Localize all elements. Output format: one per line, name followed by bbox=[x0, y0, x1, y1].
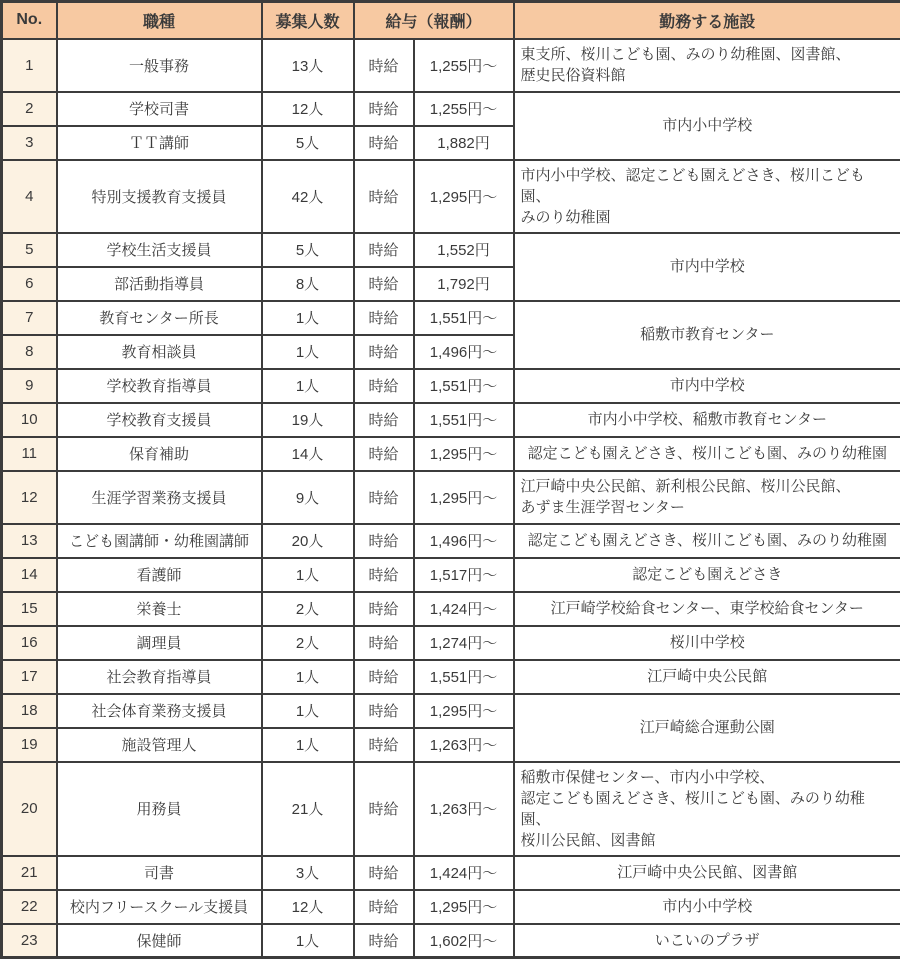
job-cell: 保健師 bbox=[57, 924, 262, 958]
job-cell: ＴＴ講師 bbox=[57, 126, 262, 160]
table-row bbox=[2, 160, 900, 233]
no-cell: 1 bbox=[2, 39, 57, 92]
facility-cell bbox=[514, 437, 900, 471]
facility-cell bbox=[514, 856, 900, 890]
table-header bbox=[2, 2, 900, 39]
no-cell: 11 bbox=[2, 437, 57, 471]
no-cell: 7 bbox=[2, 301, 57, 335]
facility-line: 認定こども園えどさき、桜川こども園、みのり幼稚園、 bbox=[521, 788, 895, 830]
amount-cell: 1,255円～ bbox=[414, 39, 514, 92]
paytype-cell: 時給 bbox=[354, 924, 414, 958]
no-cell: 20 bbox=[2, 762, 57, 856]
table-row bbox=[2, 694, 900, 728]
paytype-cell: 時給 bbox=[354, 39, 414, 92]
table-row bbox=[2, 924, 900, 958]
paytype-cell: 時給 bbox=[354, 233, 414, 267]
table-row bbox=[2, 524, 900, 558]
job-cell: 特別支援教育支援員 bbox=[57, 160, 262, 233]
count-cell: 8人 bbox=[262, 267, 354, 301]
facility-cell bbox=[514, 762, 900, 856]
count-cell: 3人 bbox=[262, 856, 354, 890]
facility-line: あずま生涯学習センター bbox=[521, 497, 895, 518]
facility-line: 江戸崎中央公民館 bbox=[515, 666, 900, 687]
facility-line: 江戸崎中央公民館、図書館 bbox=[515, 862, 900, 883]
amount-cell: 1,496円～ bbox=[414, 335, 514, 369]
count-cell: 21人 bbox=[262, 762, 354, 856]
count-cell: 5人 bbox=[262, 233, 354, 267]
count-cell: 1人 bbox=[262, 694, 354, 728]
job-cell: 調理員 bbox=[57, 626, 262, 660]
facility-cell bbox=[514, 160, 900, 233]
amount-cell: 1,551円～ bbox=[414, 403, 514, 437]
no-cell: 22 bbox=[2, 890, 57, 924]
table-row bbox=[2, 890, 900, 924]
count-cell: 5人 bbox=[262, 126, 354, 160]
job-cell: 部活動指導員 bbox=[57, 267, 262, 301]
facility-cell bbox=[514, 301, 900, 369]
amount-cell: 1,517円～ bbox=[414, 558, 514, 592]
amount-cell: 1,263円～ bbox=[414, 728, 514, 762]
no-cell: 17 bbox=[2, 660, 57, 694]
header-row bbox=[2, 2, 900, 39]
job-cell: 生涯学習業務支援員 bbox=[57, 471, 262, 524]
table-row bbox=[2, 437, 900, 471]
no-cell: 5 bbox=[2, 233, 57, 267]
amount-cell: 1,552円 bbox=[414, 233, 514, 267]
amount-cell: 1,602円～ bbox=[414, 924, 514, 958]
header-no: No. bbox=[2, 2, 57, 39]
header-salary: 給与（報酬） bbox=[354, 2, 514, 39]
facility-line: みのり幼稚園 bbox=[521, 207, 895, 228]
job-cell: 学校教育支援員 bbox=[57, 403, 262, 437]
facility-line: 桜川公民館、図書館 bbox=[521, 830, 895, 851]
facility-cell bbox=[514, 471, 900, 524]
amount-cell: 1,882円 bbox=[414, 126, 514, 160]
facility-cell bbox=[514, 890, 900, 924]
amount-cell: 1,295円～ bbox=[414, 471, 514, 524]
amount-cell: 1,551円～ bbox=[414, 660, 514, 694]
paytype-cell: 時給 bbox=[354, 471, 414, 524]
facility-cell bbox=[514, 694, 900, 762]
facility-line: いこいのプラザ bbox=[515, 930, 900, 951]
paytype-cell: 時給 bbox=[354, 335, 414, 369]
table-row bbox=[2, 592, 900, 626]
count-cell: 1人 bbox=[262, 369, 354, 403]
job-cell: 社会教育指導員 bbox=[57, 660, 262, 694]
facility-cell bbox=[514, 369, 900, 403]
facility-line: 認定こども園えどさき bbox=[515, 564, 900, 585]
paytype-cell: 時給 bbox=[354, 126, 414, 160]
facility-cell bbox=[514, 660, 900, 694]
paytype-cell: 時給 bbox=[354, 592, 414, 626]
job-cell: 保育補助 bbox=[57, 437, 262, 471]
facility-line: 市内中学校 bbox=[515, 375, 900, 396]
count-cell: 2人 bbox=[262, 592, 354, 626]
amount-cell: 1,792円 bbox=[414, 267, 514, 301]
paytype-cell: 時給 bbox=[354, 369, 414, 403]
table-row bbox=[2, 626, 900, 660]
paytype-cell: 時給 bbox=[354, 856, 414, 890]
job-cell: 校内フリースクール支援員 bbox=[57, 890, 262, 924]
job-cell: 社会体育業務支援員 bbox=[57, 694, 262, 728]
facility-line: 認定こども園えどさき、桜川こども園、みのり幼稚園 bbox=[515, 443, 900, 464]
facility-line: 稲敷市教育センター bbox=[515, 324, 900, 345]
job-cell: 一般事務 bbox=[57, 39, 262, 92]
paytype-cell: 時給 bbox=[354, 437, 414, 471]
no-cell: 4 bbox=[2, 160, 57, 233]
no-cell: 2 bbox=[2, 92, 57, 126]
count-cell: 1人 bbox=[262, 335, 354, 369]
header-count: 募集人数 bbox=[262, 2, 354, 39]
table-row bbox=[2, 558, 900, 592]
job-cell: 学校教育指導員 bbox=[57, 369, 262, 403]
no-cell: 8 bbox=[2, 335, 57, 369]
job-cell: 教育センター所長 bbox=[57, 301, 262, 335]
facility-line: 認定こども園えどさき、桜川こども園、みのり幼稚園 bbox=[515, 530, 900, 551]
amount-cell: 1,263円～ bbox=[414, 762, 514, 856]
amount-cell: 1,295円～ bbox=[414, 890, 514, 924]
no-cell: 13 bbox=[2, 524, 57, 558]
count-cell: 1人 bbox=[262, 660, 354, 694]
count-cell: 1人 bbox=[262, 924, 354, 958]
no-cell: 6 bbox=[2, 267, 57, 301]
paytype-cell: 時給 bbox=[354, 626, 414, 660]
no-cell: 21 bbox=[2, 856, 57, 890]
amount-cell: 1,424円～ bbox=[414, 592, 514, 626]
table-row bbox=[2, 369, 900, 403]
table-row bbox=[2, 92, 900, 126]
no-cell: 23 bbox=[2, 924, 57, 958]
facility-line: 市内中学校 bbox=[515, 256, 900, 277]
table-row bbox=[2, 403, 900, 437]
paytype-cell: 時給 bbox=[354, 92, 414, 126]
table-row bbox=[2, 301, 900, 335]
paytype-cell: 時給 bbox=[354, 660, 414, 694]
facility-line: 東支所、桜川こども園、みのり幼稚園、図書館、 bbox=[521, 44, 895, 65]
header-facility: 勤務する施設 bbox=[514, 2, 900, 39]
paytype-cell: 時給 bbox=[354, 558, 414, 592]
no-cell: 10 bbox=[2, 403, 57, 437]
count-cell: 12人 bbox=[262, 890, 354, 924]
paytype-cell: 時給 bbox=[354, 762, 414, 856]
facility-line: 市内小中学校 bbox=[515, 115, 900, 136]
no-cell: 12 bbox=[2, 471, 57, 524]
amount-cell: 1,496円～ bbox=[414, 524, 514, 558]
facility-line: 市内小中学校 bbox=[515, 896, 900, 917]
facility-line: 江戸崎中央公民館、新利根公民館、桜川公民館、 bbox=[521, 476, 895, 497]
facility-line: 江戸崎学校給食センター、東学校給食センター bbox=[515, 598, 900, 619]
facility-line: 市内小中学校、認定こども園えどさき、桜川こども園、 bbox=[521, 165, 895, 207]
count-cell: 1人 bbox=[262, 558, 354, 592]
job-cell: 学校生活支援員 bbox=[57, 233, 262, 267]
no-cell: 14 bbox=[2, 558, 57, 592]
count-cell: 42人 bbox=[262, 160, 354, 233]
facility-line: 稲敷市保健センター、市内小中学校、 bbox=[521, 767, 895, 788]
job-cell: 施設管理人 bbox=[57, 728, 262, 762]
paytype-cell: 時給 bbox=[354, 403, 414, 437]
no-cell: 18 bbox=[2, 694, 57, 728]
paytype-cell: 時給 bbox=[354, 267, 414, 301]
amount-cell: 1,255円～ bbox=[414, 92, 514, 126]
count-cell: 13人 bbox=[262, 39, 354, 92]
count-cell: 14人 bbox=[262, 437, 354, 471]
job-cell: 看護師 bbox=[57, 558, 262, 592]
amount-cell: 1,295円～ bbox=[414, 437, 514, 471]
amount-cell: 1,295円～ bbox=[414, 160, 514, 233]
paytype-cell: 時給 bbox=[354, 890, 414, 924]
job-cell: 学校司書 bbox=[57, 92, 262, 126]
count-cell: 9人 bbox=[262, 471, 354, 524]
job-cell: 司書 bbox=[57, 856, 262, 890]
no-cell: 15 bbox=[2, 592, 57, 626]
paytype-cell: 時給 bbox=[354, 694, 414, 728]
table-row bbox=[2, 471, 900, 524]
count-cell: 19人 bbox=[262, 403, 354, 437]
paytype-cell: 時給 bbox=[354, 524, 414, 558]
amount-cell: 1,551円～ bbox=[414, 369, 514, 403]
table-body bbox=[2, 39, 900, 958]
facility-line: 江戸崎総合運動公園 bbox=[515, 717, 900, 738]
table-row bbox=[2, 762, 900, 856]
facility-cell bbox=[514, 924, 900, 958]
table-row bbox=[2, 39, 900, 92]
count-cell: 12人 bbox=[262, 92, 354, 126]
facility-line: 市内小中学校、稲敷市教育センター bbox=[515, 409, 900, 430]
count-cell: 1人 bbox=[262, 301, 354, 335]
count-cell: 20人 bbox=[262, 524, 354, 558]
paytype-cell: 時給 bbox=[354, 728, 414, 762]
amount-cell: 1,295円～ bbox=[414, 694, 514, 728]
job-cell: 教育相談員 bbox=[57, 335, 262, 369]
no-cell: 9 bbox=[2, 369, 57, 403]
no-cell: 3 bbox=[2, 126, 57, 160]
job-cell: 栄養士 bbox=[57, 592, 262, 626]
paytype-cell: 時給 bbox=[354, 160, 414, 233]
amount-cell: 1,424円～ bbox=[414, 856, 514, 890]
no-cell: 19 bbox=[2, 728, 57, 762]
table-row bbox=[2, 856, 900, 890]
paytype-cell: 時給 bbox=[354, 301, 414, 335]
job-cell: 用務員 bbox=[57, 762, 262, 856]
facility-line: 歴史民俗資料館 bbox=[521, 65, 895, 86]
amount-cell: 1,551円～ bbox=[414, 301, 514, 335]
job-cell: こども園講師・幼稚園講師 bbox=[57, 524, 262, 558]
facility-cell bbox=[514, 92, 900, 160]
table-row bbox=[2, 233, 900, 267]
count-cell: 1人 bbox=[262, 728, 354, 762]
amount-cell: 1,274円～ bbox=[414, 626, 514, 660]
facility-line: 桜川中学校 bbox=[515, 632, 900, 653]
facility-cell bbox=[514, 626, 900, 660]
facility-cell bbox=[514, 233, 900, 301]
facility-cell bbox=[514, 524, 900, 558]
no-cell: 16 bbox=[2, 626, 57, 660]
facility-cell bbox=[514, 592, 900, 626]
facility-cell bbox=[514, 39, 900, 92]
table-row bbox=[2, 660, 900, 694]
facility-cell bbox=[514, 403, 900, 437]
facility-cell bbox=[514, 558, 900, 592]
count-cell: 2人 bbox=[262, 626, 354, 660]
header-job: 職種 bbox=[57, 2, 262, 39]
